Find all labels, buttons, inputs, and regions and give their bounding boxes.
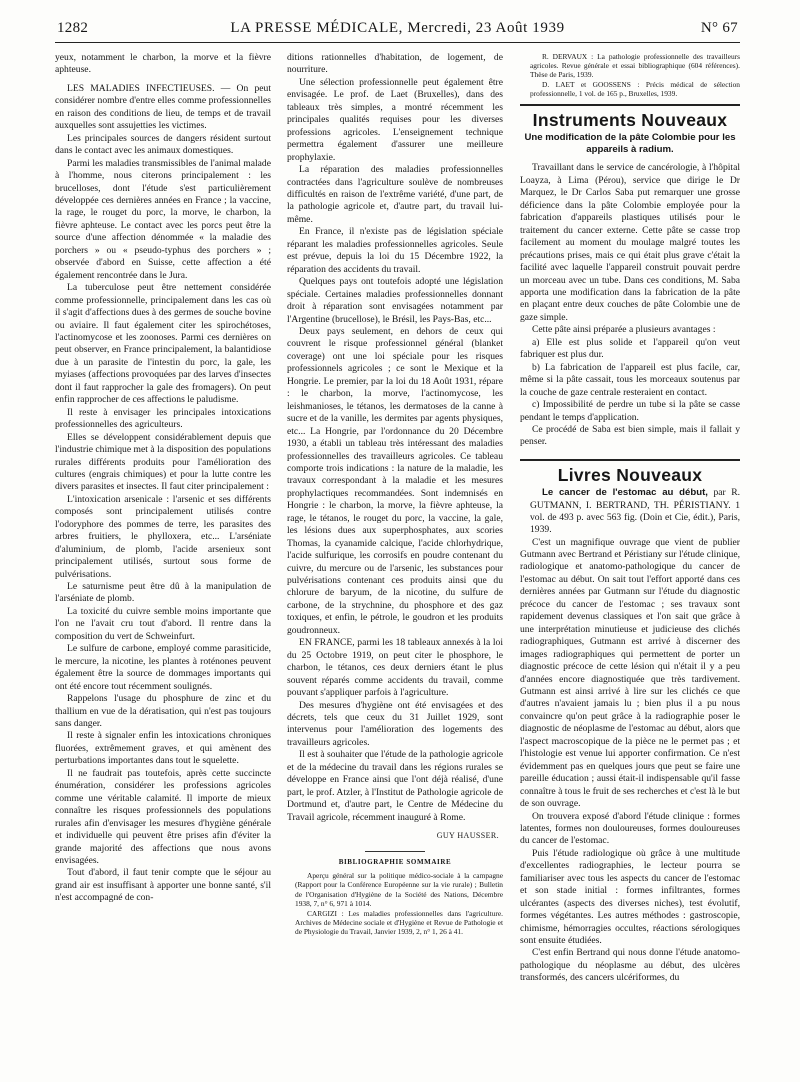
- paragraph: L'intoxication arsenicale : l'arsenic et ses différents composés sont principalement utilisés contre l'odoryphore des pommes de terre, les parasites des arbres fruitiers, le phylloxera, etc... L'arséniate d'aluminium, de plomb, l'acide arsenieux sont principalement utilisés, surtout sous forme de pulvérisations.: [55, 493, 271, 580]
- paragraph: Il ne faudrait pas toutefois, après cette succincte énumération, considérer les professions agricoles comme une véritable calamité. Il importe de mieux connaître les risques professionnels des populations rurales afin d'envisager les mesures d'hygiène générale et individuelle qui peuvent être prises afin d'éviter la grande majorité des affections que nous avons envisagées.: [55, 767, 271, 866]
- paragraph: yeux, notamment le charbon, la morve et la fièvre aphteuse.: [55, 52, 271, 76]
- bibliography-entry: Aperçu général sur la politique médico-sociale à la campagne (Rapport pour la Conférence Européenne sur la vie rurale) ; Bulletin de l'Organisation d'Hygiène de la Société des Nations, Décembre 1938, 7, n° 6, 971 à 1014.: [295, 871, 503, 909]
- paragraph: En France, il n'existe pas de législation spéciale réparant les maladies professionnelles agricoles. Seule est prévue, depuis la loi du 15 Décembre 1922, la réparation des accidents du travail.: [287, 226, 503, 275]
- page-header: [55, 20, 740, 43]
- journal-title: LA PRESSE MÉDICALE, Mercredi, 23 Août 1939: [230, 20, 565, 36]
- paragraph: Quelques pays ont toutefois adopté une législation spéciale. Certaines maladies professionnelles donnant droit à réparation sont envisagées notamment par l'Argentine (brucellose), le Brésil, les Pays-Bas, etc...: [287, 276, 503, 325]
- paragraph: Il reste à envisager les principales intoxications professionnelles des agriculteurs.: [55, 406, 271, 431]
- paragraph: EN FRANCE, parmi les 18 tableaux annexés à la loi du 25 Octobre 1919, on peut citer le phosphore, le charbon, le tétanos, ces deux derniers étant le plus souvent réparés comme accidents du travail, comme pouvant s'appliquer parfois à l'agriculture.: [287, 637, 503, 699]
- paragraph: Tout d'abord, il faut tenir compte que le séjour au grand air est insuffisant à apporter une bonne santé, s'il n'est accompagné de con-: [55, 867, 271, 904]
- paragraph: Il reste à signaler enfin les intoxications chroniques fluorées, extrêmement graves, et qui amènent des perturbations importantes dans tout le squelette.: [55, 730, 271, 767]
- paragraph: Ce procédé de Saba est bien simple, mais il fallait y penser.: [520, 423, 740, 448]
- column-1: [55, 52, 271, 1072]
- book-reference: [520, 487, 740, 536]
- paragraph: On trouvera exposé d'abord l'étude clinique : formes latentes, formes non douloureuses, formes douloureuses du cancer de l'estomac.: [520, 810, 740, 847]
- article-subtitle: Une modification de la pâte Colombie pour les appareils à radium.: [524, 132, 736, 156]
- issue-number: N° 67: [700, 20, 738, 36]
- paragraph: ditions rationnelles d'habitation, de logement, de nourriture.: [287, 52, 503, 76]
- author-signature: GUY HAUSSER.: [436, 831, 499, 841]
- divider: [365, 851, 425, 852]
- paragraph: Parmi les maladies transmissibles de l'animal malade à l'homme, nous citerons principalement : les brucelloses, dont l'étude s'est particulièrement développée ces dernières années en France ; la vaccine, la rage, le rouget du porc, la morve, le charbon, la fièvre aphteuse. Le contact avec les porcs peut être la source d'une affection dénommée « la maladie des porchers » ou « pseudo-typhus des porchers » ; observée d'abord en Suisse, cette affection a été également rencontrée dans le Jura.: [55, 157, 271, 281]
- paragraph: C'est enfin Bertrand qui nous donne l'étude anatomo-pathologique du néoplasme au début, des ulcères transformés, des cancers ulcériformes, du: [520, 947, 740, 984]
- paragraph: c) Impossibilité de perdre un tube si la pâte se casse pendant le temps d'application.: [520, 399, 740, 423]
- bibliography-title: BIBLIOGRAPHIE SOMMAIRE: [338, 857, 452, 866]
- bibliography-entry: D. LAET et GOOSSENS : Précis médical de sélection professionnelle, 1 vol. de 165 p., Bruxelles, 1939.: [530, 79, 740, 98]
- paragraph: a) Elle est plus solide et l'appareil qu'on veut fabriquer est plus dur.: [520, 336, 740, 361]
- section-title-instruments: Instruments Nouveaux: [532, 110, 728, 131]
- bibliography-entry: CARGIZI : Les maladies professionnelles dans l'agriculture. Archives de Médecine sociale et d'Hygiène et Revue de Pathologie et de Physiologie du Travail, Janvier 1939, 2, n° 1, 26 à 41.: [295, 908, 503, 937]
- paragraph: La réparation des maladies professionnelles contractées dans l'agriculture soulève de nombreuses difficultés en raison de l'extrême variété, d'une part, de la pathologie agricole et, d'autre part, du travail lui-même.: [287, 164, 503, 225]
- column-2: [287, 52, 503, 1072]
- paragraph: b) La fabrication de l'appareil est plus facile, car, même si la pâte cassait, tous les morceaux soutenus par la couche de gaze centrale resteraient en contact.: [520, 361, 740, 398]
- column-3: [520, 52, 740, 1072]
- paragraph: Une sélection professionnelle peut également être envisagée. Le prof. de Laet (Bruxelles), dans des tableaux très simples, a montré récemment les principales qualités requises pour les diverses professions agricoles. L'enseignement technique permettra également d'assurer une meilleure prophylaxie.: [287, 76, 503, 163]
- book-details: par R. GUTMANN, I. BERTRAND, TH. PÉRISTIANY. 1 vol. de 493 p. avec 563 fig. (Doin et Cie, édit.), Paris, 1939.: [530, 487, 740, 536]
- paragraph: Le sulfure de carbone, employé comme parasiticide, le mercure, la nicotine, les plantes à roténones peuvent également être la source de dommages importants qui ont été encore tout récemment soulignés.: [55, 643, 271, 692]
- paragraph: Travaillant dans le service de cancérologie, à l'hôpital Loayza, à Lima (Pérou), service que dirige le Dr Marquez, le Dr Carlos Saba put remarquer une grosse déficience dans la pâte Colombie employée pour la fabrication d'appareils plastiques utilisés pour le traitement du cancer externe. Cette pâte se casse trop facilement au moment du moulage malgré toutes les précautions prises, mais ce qui était plus grave c'était la facilité avec laquelle l'appareil construit pouvait perdre un morceau avec un tube. Dans ces conditions, M. Saba apporta une modification dans la fabrication de la pâte en plaçant entre deux couches de pâte Colombie une de gaze simple.: [520, 162, 740, 323]
- paragraph: Les principales sources de dangers résident surtout dans le contact avec les animaux domestiques.: [55, 132, 271, 157]
- paragraph: Le saturnisme peut être dû à la manipulation de l'arséniate de plomb.: [55, 581, 271, 605]
- paragraph: Puis l'étude radiologique où grâce à une multitude d'excellentes radiographies, le lecteur pourra se familiariser avec tous les aspects du cancer de l'estomac et son stade initial : formes infiltrantes, formes ulcérantes (aspects des diverses niches), test évolutif, formes végétantes. Les autres méthodes : gastroscopie, chimisme, hémorragies occultes, réactions sérologiques sont ensuite étudiées.: [520, 847, 740, 947]
- paragraph: La tuberculose peut être nettement considérée comme professionnelle, principalement dans les cas où il s'agit d'affections dues à des germes de souche bovine ou aviaire. Il faut également citer les spirochétoses, l'actinomycose et les zoonoses. Parmi ces dernières on peut observer, en France principalement, la balantidiose due à un parasite de l'intestin du porc, la gale, les myiases (affections provoquées par des larves d'insectes dont il faut rapprocher la gale des fromagers). On peut enfin rapprocher de ces affections le paludisme.: [55, 282, 271, 406]
- paragraph: LES MALADIES INFECTIEUSES. — On peut considérer nombre d'entre elles comme professionnelles en raison des conditions de lieu, de temps et de travail auxquelles sont assujetties les victimes.: [55, 82, 271, 132]
- paragraph: Deux pays seulement, en dehors de ceux qui couvrent le risque professionnel général (blanket coverage) ont une loi spéciale pour les risques professionnels agricoles ; ce sont le Mexique et la Hongrie. Le premier, par la loi du 18 Août 1931, répare : le charbon, la morve, l'actinomycose, les leishmanioses, le tétanos, les dermatoses de la canne à sucre et de la vanille, les dermites par agents physiques, etc... La Hongrie, par l'ordonnance du 20 Décembre 1930, a établi un tableau très intéressant des maladies professionnelles des travailleurs agricoles. Ce tableau comporte trois indications : la nature de la maladie, les travaux correspondant à la maladie et les mesures prophylactiques recommandées. Sont indemnisés en Hongrie : le charbon, la morve, la fièvre aphteuse, la rage, le tétanos, le rouget du porc, la vaccine, la gale, les lésions dues aux superphosphates, aux scories Thomas, la cyanamide calcique, l'acide chlorhydrique, l'acide sulfurique, les corrosifs en poudre contenant du cuivre, du mercure ou de l'arsenic, les substances pour pulvérisations contenant ces produits ainsi que du chlorure de baryum, de la nicotine, du sulfure de carbone, de la strychnine, du phosphore et des gaz toxiques, et enfin, le pétrole, le goudron et les produits goudronneux.: [287, 325, 503, 636]
- paragraph: Des mesures d'hygiène ont été envisagées et des décrets, tels que ceux du 31 Juillet 1929, sont intervenus pour l'amélioration des logements des travailleurs agricoles.: [287, 699, 503, 748]
- paragraph: Cette pâte ainsi préparée a plusieurs avantages :: [532, 324, 716, 336]
- page-number: 1282: [57, 20, 89, 36]
- bibliography-entry: R. DERVAUX : La pathologie professionnelle des travailleurs agricoles. Revue générale et essai bibliographique (604 références). Thèse de Paris, 1939.: [530, 52, 740, 80]
- section-divider: [520, 104, 740, 106]
- section-title-livres: Livres Nouveaux: [557, 464, 703, 485]
- book-title: Le cancer de l'estomac au début,: [542, 487, 708, 499]
- paragraph: Il est à souhaiter que l'étude de la pathologie agricole et de la médecine du travail dans les régions rurales se développe en France ainsi que l'ont déjà réalisé, d'une part, le prof. Atzler, à l'Institut de Pathologie agricole de Dortmund et, d'autre part, le Centre de Médecine du Travail agricole, récemment inauguré à Rome.: [287, 749, 503, 823]
- paragraph: C'est un magnifique ouvrage que vient de publier Gutmann avec Bertrand et Péristiany sur l'étude clinique, radiologique et anatomo-pathologique du cancer de l'estomac au début. On sait tout l'effort apporté dans ces dernières années par Gutmann sur l'étude du diagnostic précoce du cancer de l'estomac ; ses travaux sont rapidement devenus classiques et l'on sait que grâce à une interprétation minutieuse et judicieuse des clichés radiographiques, Gutmann est arrivé à discerner des images radiographiques qui permettent de porter un diagnostic précoce de cette lésion qui n'était il y a peu d'années encore diagnostiquée que très tardivement. Gutmann est ainsi arrivé à lire sur les clichés ce que d'autres n'avaient jamais lu ; bien plus il a pu nous convaincre qu'on peut grâce à la radiographie poser le diagnostic de néoplasme de l'estomac au début, alors que l'aspect macroscopique de la pièce ne le permet pas ; et l'histologie est venue lui apporter confirmation. Ce n'est évidemment pas en quelques jours que peut se faire une pareille éducation ; aussi était-il indispensable qu'il fasse connaître à tous le fruit de ses recherches et c'est là le but de son ouvrage.: [520, 536, 740, 810]
- paragraph: Elles se développent considérablement depuis que l'industrie chimique met à la disposition des populations rurales différents produits pour l'amélioration des cultures (engrais chimiques) et pour la lutte contre les divers parasites et insectes. Il faut citer principalement :: [55, 431, 271, 493]
- section-divider: [520, 459, 740, 461]
- paragraph: La toxicité du cuivre semble moins importante que l'on ne l'avait cru tout d'abord. Il rentre dans la composition du vert de Schweinfurt.: [55, 605, 271, 642]
- paragraph: Rappelons l'usage du phosphure de zinc et du thallium en vue de la dératisation, qui n'est pas toujours sans danger.: [55, 693, 271, 730]
